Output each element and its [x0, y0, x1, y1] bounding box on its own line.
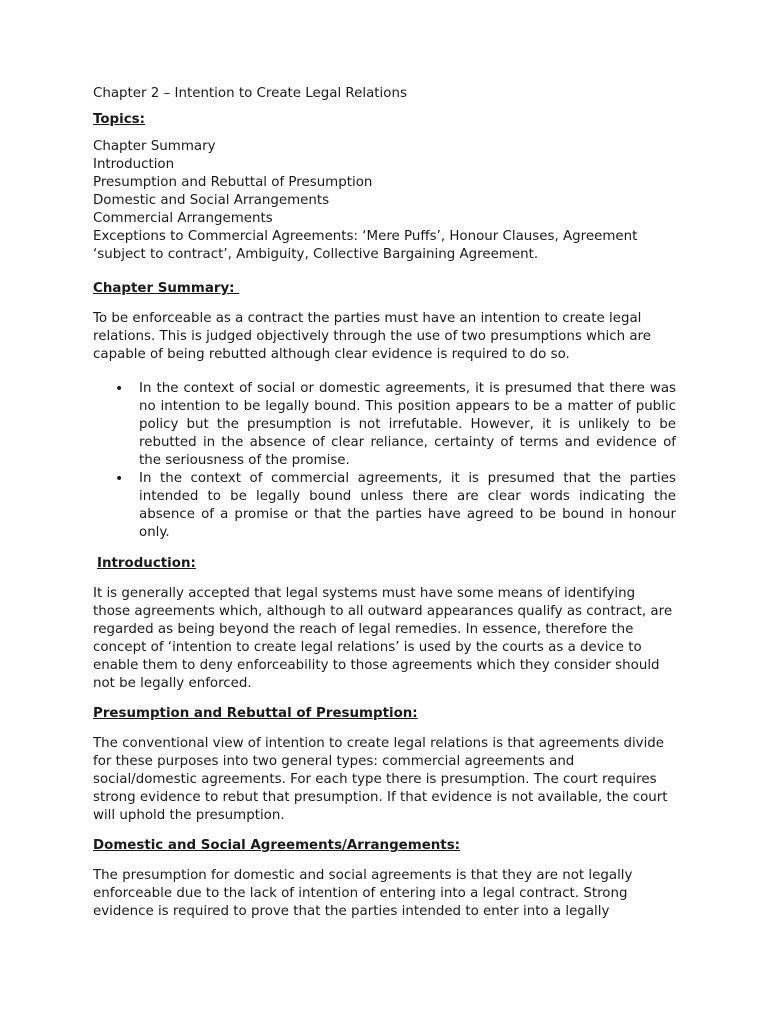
- topic-item: Commercial Arrangements: [93, 211, 273, 226]
- domestic-heading: Domestic and Social Agreements/Arrangements:: [93, 838, 461, 853]
- presumption-body: The conventional view of intention to create legal relations is that agreements divide for these purposes into two general types: commercial agreements and social/domestic agreements. For each type there is presumption. The court requires strong evidence to rebut that presumption. If that evidence is not available, the court will uphold the presumption.: [93, 736, 668, 823]
- summary-bullet-item: [93, 470, 676, 542]
- topic-item: Chapter Summary: [93, 139, 216, 154]
- introduction-body: It is generally accepted that legal systems must have some means of identifying those agreements which, although to all outward appearances qualify as contract, are regarded as being beyond the reach of legal remedies. In essence, therefore the concept of ‘intention to create legal relations’ is used by the courts as a device to enable them to deny enforceability to those agreements which they consider should not be legally enforced.: [93, 586, 673, 691]
- topic-item: Introduction: [93, 157, 175, 172]
- summary-bullet-text: In the context of commercial agreements, it is presumed that the parties intended to be legally bound unless there are clear words indicating the absence of a promise or that the parties have agreed to be bound in honour only.: [139, 471, 676, 540]
- bullet-icon: •: [115, 471, 124, 487]
- presumption-heading: Presumption and Rebuttal of Presumption:: [93, 706, 418, 721]
- topic-item: Exceptions to Commercial Agreements: ‘Mere Puffs’, Honour Clauses, Agreement ‘subject to contract’, Ambiguity, Collective Bargaining Agreement.: [93, 229, 638, 262]
- topic-item: Presumption and Rebuttal of Presumption: [93, 175, 373, 190]
- bullet-icon: •: [115, 381, 124, 397]
- document-page: [93, 85, 676, 921]
- summary-bullet-item: [93, 380, 676, 470]
- domestic-body: The presumption for domestic and social agreements is that they are not legally enforceable due to the lack of intention of entering into a legal contract. Strong evidence is required to prove that the parties intended to enter into a legally: [93, 868, 633, 919]
- topic-item: Domestic and Social Arrangements: [93, 193, 330, 208]
- chapter-title: Chapter 2 – Intention to Create Legal Relations: [93, 86, 407, 101]
- topics-list: [93, 138, 676, 264]
- summary-bullet-list: [93, 380, 676, 542]
- topics-heading: Topics:: [93, 112, 145, 127]
- summary-bullet-text: In the context of social or domestic agreements, it is presumed that there was no intention to be legally bound. This position appears to be a matter of public policy but the presumption is not irrefutable. However, it is unlikely to be rebutted in the absence of clear reliance, certainty of terms and evidence of the seriousness of the promise.: [139, 381, 676, 468]
- chapter-summary-heading: Chapter Summary:: [93, 281, 240, 296]
- chapter-summary-intro: To be enforceable as a contract the parties must have an intention to create legal relations. This is judged objectively through the use of two presumptions which are capable of being rebutted although clear evidence is required to do so.: [93, 311, 651, 362]
- introduction-heading: Introduction:: [97, 556, 196, 571]
